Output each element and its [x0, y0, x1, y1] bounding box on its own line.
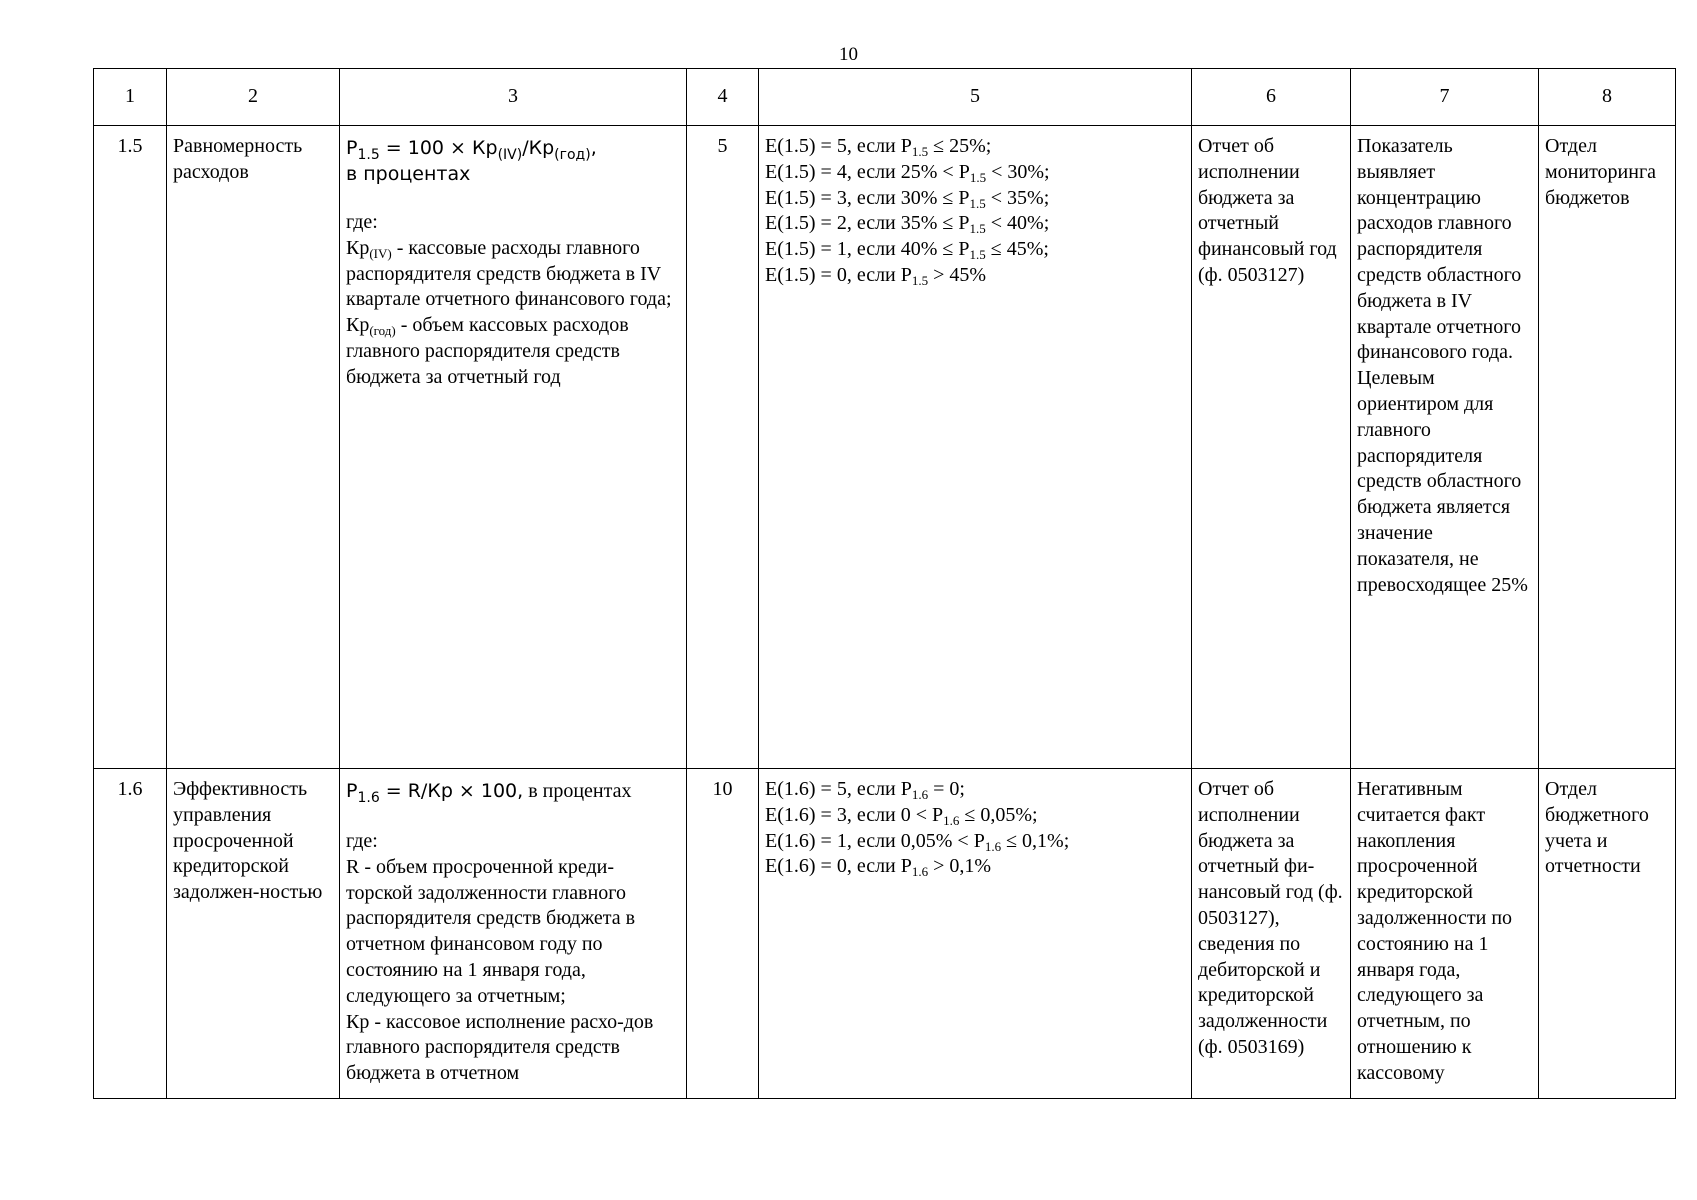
responsible-department: Отдел бюджетного учета и отчетности: [1539, 769, 1676, 1099]
score-rule: E(1.6) = 5, если $P_{1.6} = 0$;: [765, 778, 965, 802]
score-rule: E(1.6) = 3, если $0 < P_{1.6} \le 0,05\%$;: [765, 803, 1038, 828]
score-rule: E(1.5) = 4, если $25\% < P_{1.5} < 30\%$;: [765, 160, 1050, 185]
score-rule: E(1.5) = 5, если $P_{1.5} \le 25\%$;: [765, 135, 992, 159]
definition: Кр - кассовое исполнение расхо-дов главного распорядителя средств бюджета в отчетном: [346, 1010, 654, 1085]
score-rule: E(1.6) = 0, если $P_{1.6} > 0,1\%$: [765, 855, 992, 880]
definition: $Кр_{(год)}$ - объем кассовых расходов главного распорядителя средств бюджета за отчетный год: [346, 314, 629, 388]
indicator-formula-cell: [340, 769, 687, 1099]
comment: Показатель выявляет концентрацию расходов главного распорядителя средств областного бюджета в IV квартале отчетного финансового года. Целевым ориентиром для главного распорядителя средств областного бюджета является значение показателя, не превосходящее 25%: [1351, 126, 1539, 769]
definition: R - объем просроченной креди-торской задолженности главного распорядителя средств бюджета в отчетном финансовом году по состоянию на 1 января года, следующего за отчетным;: [346, 855, 636, 1007]
score-rules: [759, 126, 1192, 769]
score-rule: E(1.5) = 1, если $40\% \le P_{1.5} \le 45\%$;: [765, 238, 1049, 263]
indicator-weight: 5: [687, 126, 759, 769]
indicator-formula-cell: [340, 126, 687, 769]
definition: $Кр_{(IV)}$ - кассовые расходы главного распорядителя средств бюджета в IV квартале отчетного финансового года;: [346, 236, 672, 311]
where-label: где:: [346, 211, 378, 233]
column-header: 7: [1351, 69, 1539, 126]
table-row: [94, 769, 1676, 1099]
comment: Негативным считается факт накопления просроченной кредиторской задолженности по состоянию на 1 января года, следующего за отчетным, по отношению к кассовому: [1351, 769, 1539, 1099]
table-row: [94, 126, 1676, 769]
column-header: 3: [340, 69, 687, 126]
column-header: 4: [687, 69, 759, 126]
formula: $P_{1.6} = R/Кр \times 100$, в процентах: [346, 780, 632, 806]
where-label: где:: [346, 830, 378, 852]
column-header: 8: [1539, 69, 1676, 126]
data-source: Отчет об исполнении бюджета за отчетный финансовый год (ф. 0503127): [1192, 126, 1351, 769]
indicator-number: 1.6: [94, 769, 167, 1099]
column-header: 2: [167, 69, 340, 126]
column-header: 6: [1192, 69, 1351, 126]
column-header: 1: [94, 69, 167, 126]
formula-unit: в процентах: [346, 163, 471, 185]
indicator-weight: 10: [687, 769, 759, 1099]
score-rules: [759, 769, 1192, 1099]
indicator-name: Равномерность расходов: [167, 126, 340, 769]
responsible-department: Отдел мониторинга бюджетов: [1539, 126, 1676, 769]
table-header-row: [94, 69, 1676, 126]
score-rule: E(1.5) = 2, если $35\% \le P_{1.5} < 40\%$;: [765, 212, 1050, 237]
formula: $P_{1.5} = 100 \times Кр_{(IV)}/Кр_{(год)}$,: [346, 137, 597, 163]
column-header: 5: [759, 69, 1192, 126]
page-number: 10: [839, 44, 858, 65]
score-rule: E(1.5) = 3, если $30\% \le P_{1.5} < 35\%$;: [765, 186, 1050, 211]
score-rule: E(1.6) = 1, если $0,05\% < P_{1.6} \le 0,1\%$;: [765, 829, 1070, 854]
indicator-name: Эффективность управления просроченной кредиторской задолжен-ностью: [167, 769, 340, 1099]
indicators-table: [93, 68, 1676, 1099]
indicator-number: 1.5: [94, 126, 167, 769]
score-rule: E(1.5) = 0, если $P_{1.5} > 45\%$: [765, 263, 987, 288]
data-source: Отчет об исполнении бюджета за отчетный фи-нансовый год (ф. 0503127), сведения по дебиторской и кредиторской задолженности (ф. 0503169): [1192, 769, 1351, 1099]
